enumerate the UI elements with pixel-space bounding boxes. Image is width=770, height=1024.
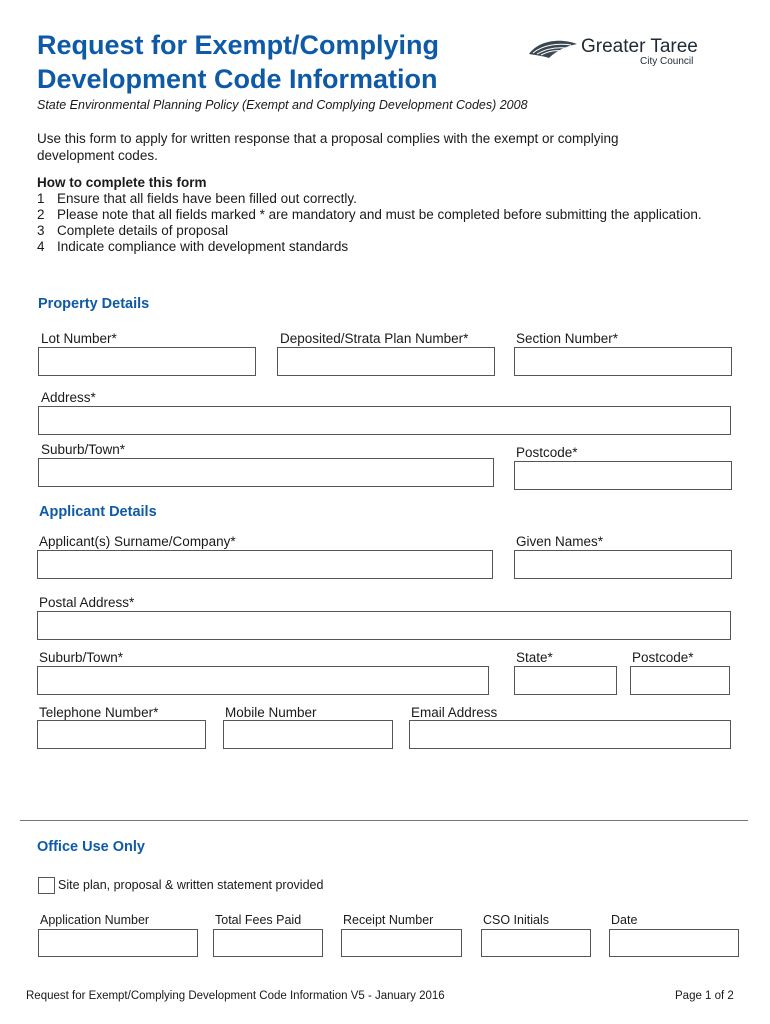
receipt-number-label: Receipt Number <box>343 913 434 927</box>
council-logo-icon <box>527 36 579 62</box>
section-divider <box>20 820 748 821</box>
office-use-heading: Office Use Only <box>37 839 145 855</box>
cso-initials-label: CSO Initials <box>483 913 549 927</box>
mobile-field[interactable] <box>223 720 393 749</box>
property-suburb-label: Suburb/Town* <box>41 442 126 457</box>
applicant-postcode-label: Postcode* <box>632 650 694 665</box>
lot-number-label: Lot Number* <box>41 331 117 346</box>
list-item: 1 Ensure that all fields have been filled out correctly. <box>37 191 357 206</box>
property-suburb-field[interactable] <box>38 458 494 487</box>
section-number-field[interactable] <box>514 347 732 376</box>
surname-label: Applicant(s) Surname/Company* <box>39 534 236 549</box>
telephone-label: Telephone Number* <box>39 705 159 720</box>
property-details-heading: Property Details <box>38 296 150 312</box>
applicant-postcode-field[interactable] <box>630 666 730 695</box>
intro-text: Use this form to apply for written response that a proposal complies with the exempt or complying development codes. <box>37 131 619 163</box>
logo-name: Greater Taree <box>581 36 698 57</box>
property-postcode-field[interactable] <box>514 461 732 490</box>
email-label: Email Address <box>411 705 498 720</box>
application-number-field[interactable] <box>38 929 198 957</box>
telephone-field[interactable] <box>37 720 206 749</box>
site-plan-checkbox-label: Site plan, proposal & written statement provided <box>58 878 324 892</box>
site-plan-checkbox[interactable] <box>38 877 55 894</box>
list-item: 3 Complete details of proposal <box>37 223 229 238</box>
surname-field[interactable] <box>37 550 493 579</box>
address-label: Address* <box>41 390 96 405</box>
mobile-label: Mobile Number <box>225 705 317 720</box>
footer-document-title: Request for Exempt/Complying Development Code Information V5 - January 2016 <box>26 990 445 1002</box>
total-fees-field[interactable] <box>213 929 323 957</box>
footer-page-number: Page 1 of 2 <box>675 990 734 1002</box>
given-names-label: Given Names* <box>516 534 604 549</box>
property-postcode-label: Postcode* <box>516 445 578 460</box>
policy-subtitle: State Environmental Planning Policy (Exempt and Complying Development Codes) 2008 <box>37 98 528 112</box>
applicant-suburb-field[interactable] <box>37 666 489 695</box>
postal-address-label: Postal Address* <box>39 595 135 610</box>
page-title <box>37 28 517 96</box>
state-label: State* <box>516 650 553 665</box>
application-number-label: Application Number <box>40 913 150 927</box>
given-names-field[interactable] <box>514 550 732 579</box>
list-item: 4 Indicate compliance with development standards <box>37 239 349 254</box>
logo-subtitle: City Council <box>640 56 694 67</box>
lot-number-field[interactable] <box>38 347 256 376</box>
cso-initials-field[interactable] <box>481 929 591 957</box>
applicant-details-heading: Applicant Details <box>39 504 157 520</box>
plan-number-label: Deposited/Strata Plan Number* <box>280 331 469 346</box>
state-field[interactable] <box>514 666 617 695</box>
title-line-2: Development Code Information <box>37 64 438 94</box>
total-fees-label: Total Fees Paid <box>215 913 302 927</box>
list-item: 2 Please note that all fields marked * are mandatory and must be completed before submitting the application. <box>37 207 702 222</box>
plan-number-field[interactable] <box>277 347 495 376</box>
email-field[interactable] <box>409 720 731 749</box>
how-to-heading: How to complete this form <box>37 175 207 190</box>
receipt-number-field[interactable] <box>341 929 462 957</box>
date-field[interactable] <box>609 929 739 957</box>
how-to-list <box>37 175 702 255</box>
postal-address-field[interactable] <box>37 611 731 640</box>
title-line-1: Request for Exempt/Complying <box>37 30 440 60</box>
section-number-label: Section Number* <box>516 331 619 346</box>
applicant-suburb-label: Suburb/Town* <box>39 650 124 665</box>
address-field[interactable] <box>38 406 731 435</box>
date-label: Date <box>611 913 638 927</box>
